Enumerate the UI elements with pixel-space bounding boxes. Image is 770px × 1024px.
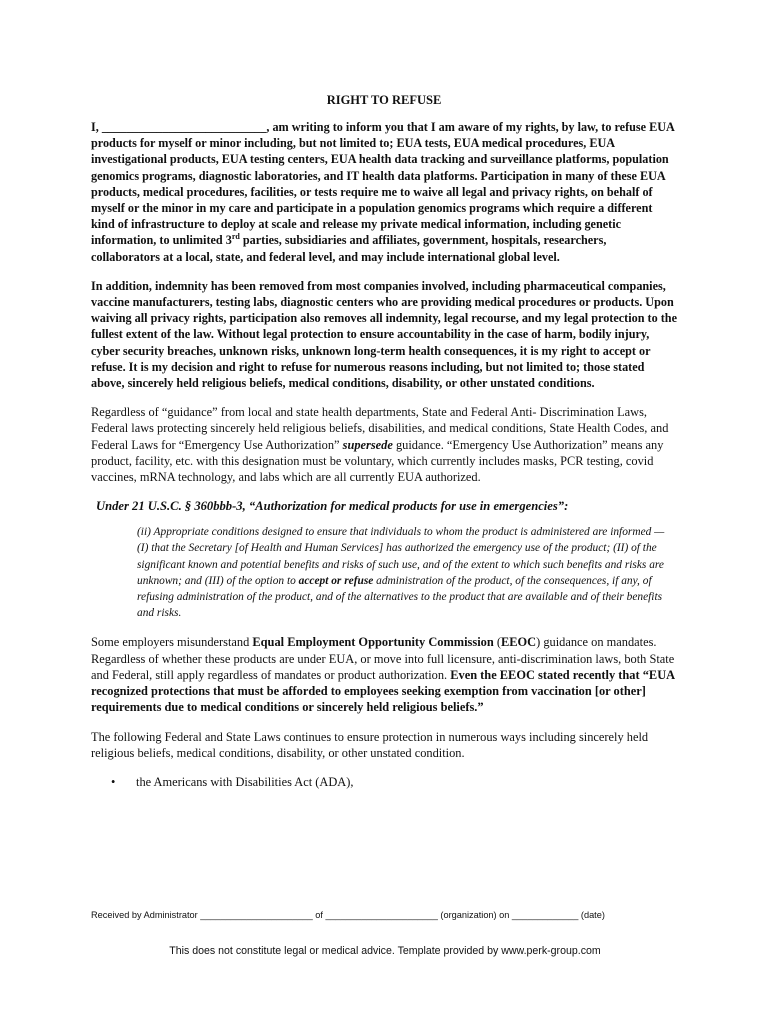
document-title: RIGHT TO REFUSE (326, 93, 442, 107)
paragraph-rights-statement (91, 119, 677, 265)
paragraph-eeoc (91, 634, 677, 715)
received-by-line: Received by Administrator ______________________ of ______________________ (organization) on _____________ (date) (91, 910, 605, 920)
paragraph-text: ( (493, 635, 501, 650)
paragraph-text: guidance. “Emergency Use Authorization” means any product, facility, etc. with this designation must be voluntary, which currently includes masks, PCR testing, covid vaccines, mRNA technology, and labs which are all currently EUA authorized. (91, 437, 664, 485)
list-item-text: the Americans with Disabilities Act (ADA), (136, 774, 354, 789)
emphasis-accept-or-refuse: accept or refuse (298, 574, 374, 587)
emphasis-eeoc-quote: Even the EEOC stated recently that “EUA recognized protections that must be afforded to employees seeking exemption from vaccination [or other] requirements due to medical conditions or sincerely held religious beliefs.” (91, 667, 675, 715)
paragraph-text: parties, subsidiaries and affiliates, government, hospitals, researchers, collaborators at a local, state, and federal level, and may include international global level. (91, 233, 607, 264)
paragraph-text: I, ___________________________, am writing to inform you that I am aware of my rights, by law, to refuse EUA products for myself or minor including, but not limited to; EUA tests, EUA medical procedures, EUA investigational products, EUA testing centers, EUA health data tracking and surveillance platforms, population genomics programs, diagnostic laboratories, and IT health data platforms. Participation in many of these EUA products, medical procedures, facilities, or tests require me to waive all legal and privacy rights, on behalf of myself or the minor in my care and participate in a population genomics programs which require a different kind of infrastructure to deploy at scale and release my private medical information, including genetic information, to unlimited 3 (91, 120, 675, 248)
list-item (91, 774, 677, 790)
statute-quote (137, 524, 677, 621)
document-body (91, 93, 677, 790)
statute-heading: Under 21 U.S.C. § 360bbb-3, “Authorization for medical products for use in emergencies”: (96, 499, 569, 514)
laws-list (91, 774, 677, 790)
emphasis-supersede: supersede (342, 437, 393, 452)
paragraph-text: ) guidance on mandates. Regardless of whether these products are under EUA, or move into full licensure, anti-discrimination laws, both State and Federal, still apply regardless of mandates or product authorization. (91, 635, 675, 682)
quote-text: (ii) Appropriate conditions designed to ensure that individuals to whom the product is administered are informed — (I) that the Secretary [of Health and Human Services] has authorized the emergency use of the product; (II) of the significant known and potential benefits and risks of such use, and of the extent to which such benefits and risks are unknown; and (III) of the option to (137, 526, 665, 587)
disclaimer-footer: This does not constitute legal or medical advice. Template provided by www.perk-group.com (169, 945, 601, 957)
quote-text: administration of the product, of the consequences, if any, of refusing administration of the product, and of the alternatives to the product that are available and of their benefits and risks. (137, 574, 663, 620)
paragraph-indemnity: In addition, indemnity has been removed from most companies involved, including pharmaceutical companies, vaccine manufacturers, testing labs, diagnostic centers who are providing medical procedures or products. Upon waiving all privacy rights, participation also removes all indemnity, legal recourse, and my legal protection to the fullest extent of the law. Without legal protection to ensure accountability in the case of harm, bodily injury, cyber security breaches, unknown risks, unknown long-term health consequences, it is my right to accept or refuse. It is my decision and right to refuse for numerous reasons including, but not limited to; those stated above, sincerely held religious beliefs, medical conditions, disability, or other unstated conditions. (91, 278, 677, 391)
bullet-icon: • (111, 774, 116, 789)
paragraph-laws-intro: The following Federal and State Laws continues to ensure protection in numerous ways including sincerely held religious beliefs, medical conditions, disability, or other unstated condition. (91, 729, 649, 760)
emphasis-eeoc-abbr: EEOC (500, 635, 537, 650)
paragraph-text: Regardless of “guidance” from local and state health departments, State and Federal Anti- Discrimination Laws, Federal laws protecting sincerely held religious beliefs, disabilities, and medical conditions, State Health Codes, and Federal Laws for “Emergency Use Authorization” (91, 405, 669, 452)
paragraph-guidance (91, 404, 677, 485)
superscript-ordinal: rd (231, 232, 240, 242)
emphasis-eeoc-name: Equal Employment Opportunity Commission (252, 635, 494, 650)
paragraph-text: Some employers misunderstand (91, 635, 253, 650)
